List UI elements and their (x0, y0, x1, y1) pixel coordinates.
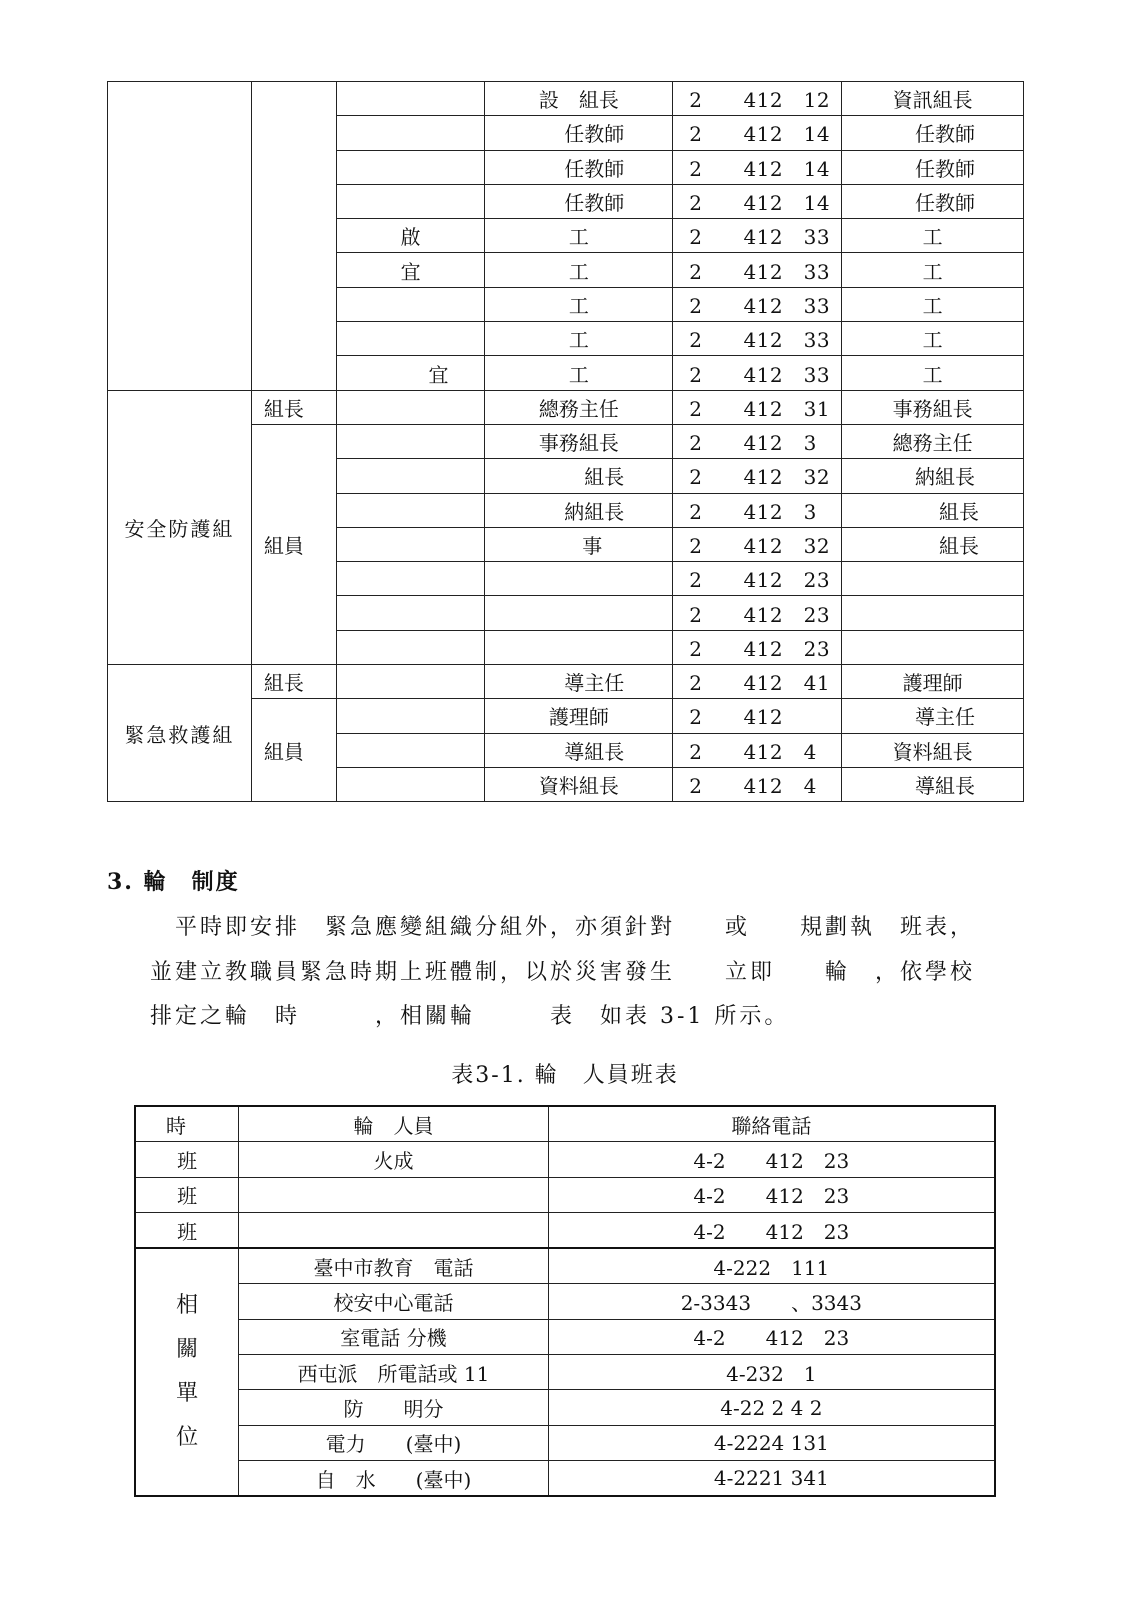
roster-related-row (135, 1355, 995, 1390)
phone-cell: 4-2 412 23 (548, 1212, 995, 1248)
deputy-cell: 總務主任 (842, 424, 1024, 458)
phone-cell: 2 412 33 (673, 253, 842, 287)
shift-cell: 班 (135, 1177, 239, 1212)
note-cell: 宜 (336, 253, 485, 287)
paragraph-line: 並建立教職員緊急時期上班體制，以於災害發生 立即 輪 ，依學校 (150, 960, 976, 985)
phone-cell: 2 412 32 (673, 527, 842, 561)
phone-cell: 4-2224 131 (548, 1425, 995, 1460)
roster-related-row (135, 1460, 995, 1496)
roster-shift-row (135, 1212, 995, 1248)
title-cell: 設 組長 (485, 82, 673, 116)
phone-cell: 2 412 4 (673, 733, 842, 767)
phone-cell: 2 412 14 (673, 150, 842, 184)
role-member: 組員 (251, 699, 336, 802)
deputy-cell: 導主任 (842, 699, 1024, 733)
note-cell (336, 184, 485, 218)
role-leader: 組長 (251, 665, 336, 699)
deputy-cell: 工 (842, 253, 1024, 287)
title-cell: 組長 (485, 459, 673, 493)
note-cell (336, 150, 485, 184)
deputy-cell: 組長 (842, 493, 1024, 527)
title-cell: 任教師 (485, 184, 673, 218)
deputy-cell: 資訊組長 (842, 82, 1024, 116)
deputy-cell: 工 (842, 356, 1024, 390)
header-phone: 聯絡電話 (548, 1106, 995, 1142)
phone-cell: 4-22 2 4 2 (548, 1390, 995, 1425)
note-cell (336, 287, 485, 321)
roster-table (134, 1105, 996, 1497)
note-cell (336, 562, 485, 596)
related-label-char: 關 (176, 1337, 199, 1363)
unit-cell: 自 水 (臺中) (239, 1460, 548, 1496)
deputy-cell: 工 (842, 287, 1024, 321)
phone-cell: 2 412 31 (673, 390, 842, 424)
deputy-cell (842, 562, 1024, 596)
unit-cell: 室電話 分機 (239, 1319, 548, 1354)
role-member: 組員 (251, 424, 336, 664)
related-label-char: 單 (176, 1381, 199, 1407)
phone-cell: 2 412 33 (673, 356, 842, 390)
phone-cell: 4-2221 341 (548, 1460, 995, 1496)
related-label-char: 位 (176, 1425, 199, 1451)
phone-cell: 2 412 12 (673, 82, 842, 116)
phone-cell: 2 412 4 (673, 767, 842, 801)
deputy-cell: 工 (842, 219, 1024, 253)
deputy-cell: 組長 (842, 527, 1024, 561)
note-cell (336, 424, 485, 458)
note-cell (336, 733, 485, 767)
deputy-cell: 資料組長 (842, 733, 1024, 767)
note-cell (336, 665, 485, 699)
roster-related-row (135, 1284, 995, 1319)
shift-cell: 班 (135, 1212, 239, 1248)
phone-cell: 2 412 23 (673, 596, 842, 630)
group-name-rescue: 緊急救護組 (108, 665, 252, 802)
phone-cell: 4-2 412 23 (548, 1177, 995, 1212)
title-cell: 總務主任 (485, 390, 673, 424)
note-cell (336, 630, 485, 664)
header-time: 時 (135, 1106, 239, 1142)
title-cell: 護理師 (485, 699, 673, 733)
note-cell (336, 527, 485, 561)
title-cell: 事務組長 (485, 424, 673, 458)
note-cell: 宜 (336, 356, 485, 390)
phone-cell: 2 412 33 (673, 322, 842, 356)
deputy-cell: 導組長 (842, 767, 1024, 801)
unit-cell: 臺中市教育 電話 (239, 1248, 548, 1284)
deputy-cell: 任教師 (842, 150, 1024, 184)
staff-cell (239, 1177, 548, 1212)
roster-related-row (135, 1248, 995, 1284)
phone-cell: 2 412 3 (673, 424, 842, 458)
title-cell: 工 (485, 253, 673, 287)
title-cell: 任教師 (485, 116, 673, 150)
roster-shift-row (135, 1142, 995, 1177)
phone-cell: 2 412 14 (673, 184, 842, 218)
roster-shift-row (135, 1177, 995, 1212)
phone-cell: 4-2 412 23 (548, 1319, 995, 1354)
paragraph-line: 平時即安排 緊急應變組織分組外，亦須針對 或 規劃執 班表， (175, 915, 976, 940)
phone-cell: 4-232 1 (548, 1355, 995, 1390)
org-row (108, 390, 1024, 424)
unit-cell: 防 明分 (239, 1390, 548, 1425)
roster-related-row (135, 1390, 995, 1425)
role-leader: 組長 (251, 390, 336, 424)
phone-cell: 2 412 41 (673, 665, 842, 699)
org-row (108, 665, 1024, 699)
staff-cell: 火成 (239, 1142, 548, 1177)
title-cell: 任教師 (485, 150, 673, 184)
header-staff: 輪 人員 (239, 1106, 548, 1142)
phone-cell: 2 412 32 (673, 459, 842, 493)
phone-cell: 2 412 (673, 699, 842, 733)
deputy-cell: 納組長 (842, 459, 1024, 493)
title-cell: 工 (485, 219, 673, 253)
deputy-cell: 工 (842, 322, 1024, 356)
phone-cell: 4-222 111 (548, 1248, 995, 1284)
title-cell: 工 (485, 287, 673, 321)
role-cell (251, 82, 336, 391)
note-cell (336, 459, 485, 493)
roster-header-row (135, 1106, 995, 1142)
title-cell: 納組長 (485, 493, 673, 527)
roster-related-row (135, 1319, 995, 1354)
related-label-char: 相 (176, 1293, 199, 1319)
phone-cell: 2 412 23 (673, 562, 842, 596)
deputy-cell (842, 630, 1024, 664)
table-caption: 表3-1. 輪 人員班表 (451, 1063, 679, 1088)
title-cell: 工 (485, 322, 673, 356)
organization-table (107, 81, 1024, 802)
note-cell (336, 82, 485, 116)
unit-cell: 西屯派 所電話或 11 (239, 1355, 548, 1390)
deputy-cell: 任教師 (842, 116, 1024, 150)
title-cell (485, 596, 673, 630)
group-cell (108, 82, 252, 391)
related-units-label (135, 1248, 239, 1496)
section-heading: 3. 輪 制度 (107, 869, 240, 895)
note-cell (336, 596, 485, 630)
deputy-cell (842, 596, 1024, 630)
phone-cell: 2 412 3 (673, 493, 842, 527)
staff-cell (239, 1212, 548, 1248)
org-row (108, 82, 1024, 116)
phone-cell: 2 412 33 (673, 219, 842, 253)
paragraph-line: 排定之輪 時 ，相關輪 表 如表 3-1 所示。 (150, 1004, 790, 1029)
note-cell (336, 493, 485, 527)
roster-related-row (135, 1425, 995, 1460)
deputy-cell: 事務組長 (842, 390, 1024, 424)
phone-cell: 2 412 23 (673, 630, 842, 664)
phone-cell: 2 412 14 (673, 116, 842, 150)
phone-cell: 4-2 412 23 (548, 1142, 995, 1177)
note-cell (336, 116, 485, 150)
title-cell: 工 (485, 356, 673, 390)
phone-cell: 2 412 33 (673, 287, 842, 321)
note-cell (336, 699, 485, 733)
unit-cell: 校安中心電話 (239, 1284, 548, 1319)
title-cell: 事 (485, 527, 673, 561)
note-cell (336, 322, 485, 356)
deputy-cell: 任教師 (842, 184, 1024, 218)
group-name-safety: 安全防護組 (108, 390, 252, 664)
note-cell: 啟 (336, 219, 485, 253)
title-cell (485, 630, 673, 664)
shift-cell: 班 (135, 1142, 239, 1177)
title-cell (485, 562, 673, 596)
note-cell (336, 767, 485, 801)
title-cell: 資料組長 (485, 767, 673, 801)
deputy-cell: 護理師 (842, 665, 1024, 699)
title-cell: 導主任 (485, 665, 673, 699)
phone-cell: 2-3343 、3343 (548, 1284, 995, 1319)
note-cell (336, 390, 485, 424)
title-cell: 導組長 (485, 733, 673, 767)
unit-cell: 電力 (臺中) (239, 1425, 548, 1460)
